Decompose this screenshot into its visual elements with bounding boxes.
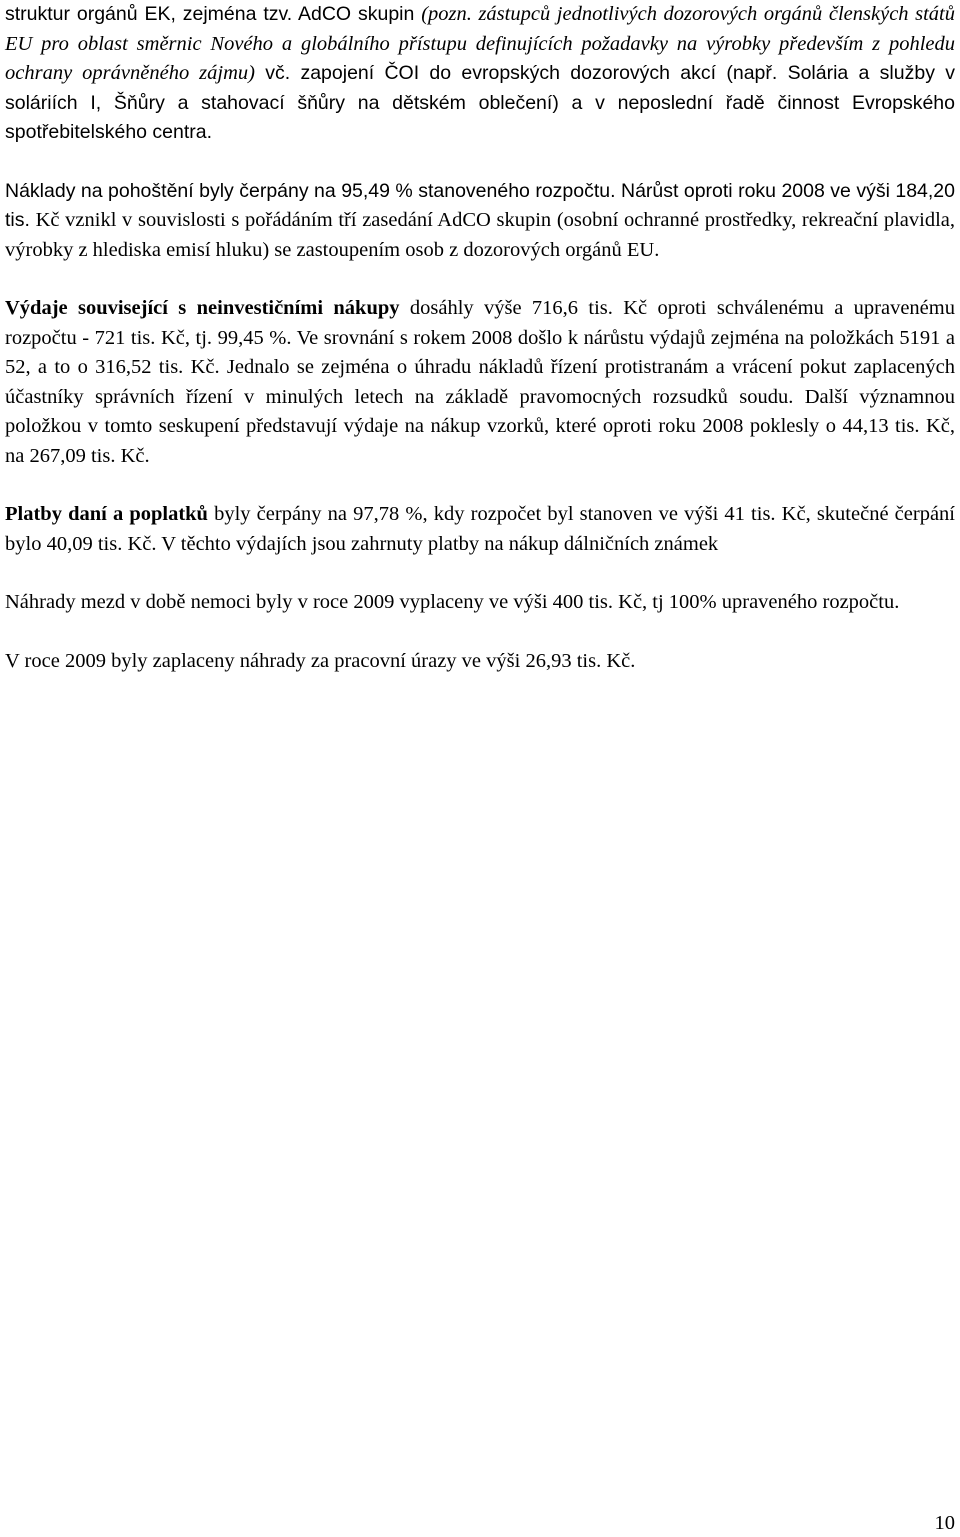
paragraph-heading: Platby daní a poplatků <box>5 503 208 525</box>
text-run: Náklady na pohoštění byly čerpány na 95,49 % stanoveného rozpočtu. Nárůst oproti roku 2008 ve výši 184,20 tis. <box>5 179 955 231</box>
paragraph-hospitality-costs <box>5 177 955 266</box>
text-run: dosáhly výše 716,6 tis. Kč oproti schválenému a upravenému rozpočtu - 721 tis. Kč, tj. 99,45 %. Ve srovnání s rokem 2008 došlo k nárůstu výdajů zejména na položkách 5191 a 52, a to o 316,52 tis. Kč. Jednalo se zejména o úhradu nákladů řízení protistranám a vrácení pokut zaplacených účastníky správních řízení v minulých letech na základě pravomocných rozsudků soudu. Další významnou položkou v tomto seskupení představují výdaje na nákup vzorků, které oproti roku 2008 poklesly o 44,13 tis. Kč, na 267,09 tis. Kč. <box>5 297 955 467</box>
text-run: V roce 2009 byly zaplaceny náhrady za pracovní úrazy ve výši 26,93 tis. Kč. <box>5 649 636 672</box>
text-run: byly čerpány na 97,78 %, kdy rozpočet byl stanoven ve výši 41 tis. Kč, skutečné čerpání bylo 40,09 tis. Kč. V těchto výdajích jsou zahrnuty platby na nákup dálničních známek <box>5 503 955 555</box>
text-run: Kč vznikl v souvislosti s pořádáním tří zasedání AdCO skupin (osobní ochranné prostředky, rekreační plavidla, výrobky z hlediska emisí hluku) se zastoupením osob z dozorových orgánů EU. <box>5 209 955 261</box>
page-number: 10 <box>934 1512 955 1534</box>
paragraph-taxes-fees <box>5 500 955 559</box>
paragraph-sick-pay <box>5 588 955 618</box>
document-page <box>5 0 955 676</box>
paragraph-adco <box>5 0 955 148</box>
paragraph-heading: Výdaje související s neinvestičními nákupy <box>5 297 400 319</box>
paragraph-work-injury <box>5 647 955 677</box>
paragraph-non-investment-purchases <box>5 294 955 471</box>
text-run: Náhrady mezd v době nemoci byly v roce 2009 vyplaceny ve výši 400 tis. Kč, tj 100% upraveného rozpočtu. <box>5 591 900 613</box>
italic-note: (pozn. zástupců jednotlivých dozorových orgánů členských států EU pro oblast směrnic Nového a globálního přístupu definujících požadavky na výrobky především z pohledu ochrany oprávněného zájmu) <box>5 3 955 84</box>
text-run: vč. zapojení ČOI do evropských dozorových akcí (např. Solária a služby v soláriích I, Šňůry a stahovací šňůry na dětském oblečení) a v neposlední řadě činnost Evropského spotřebitelského centra. <box>5 62 955 143</box>
text-run: struktur orgánů EK, zejména tzv. AdCO skupin <box>5 3 422 25</box>
